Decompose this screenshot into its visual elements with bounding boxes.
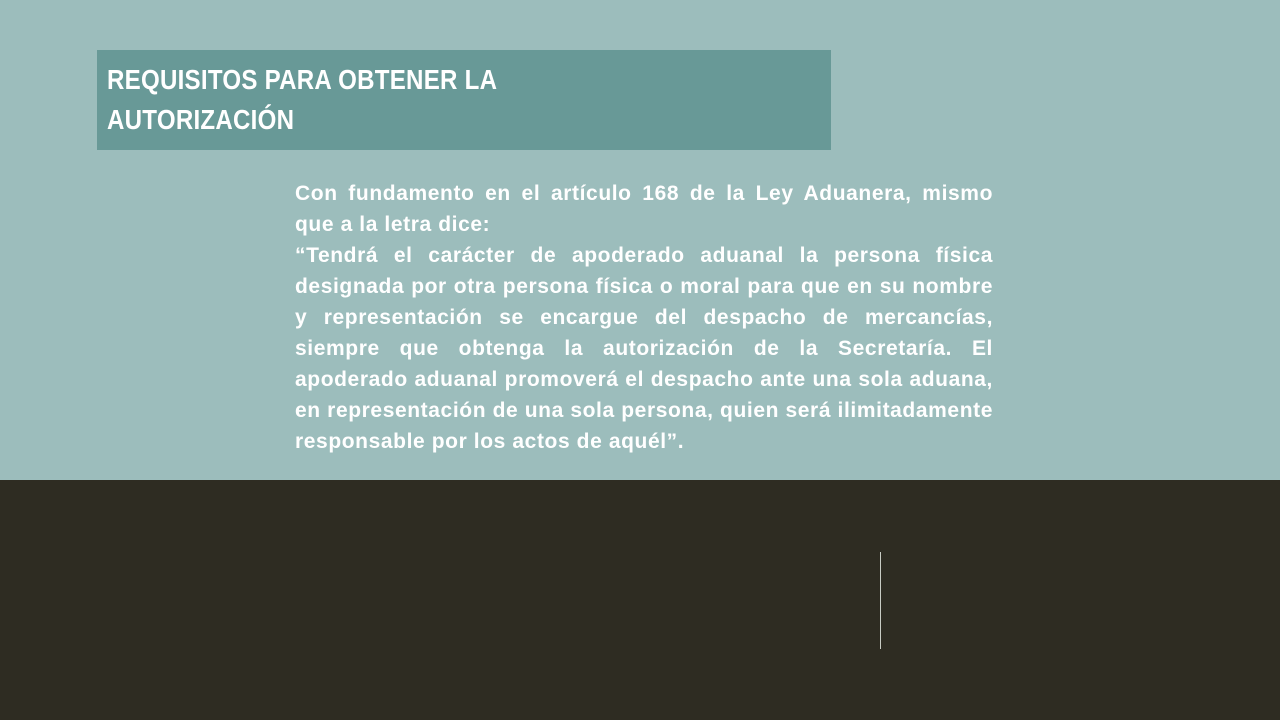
slide-body <box>295 178 993 457</box>
slide-title <box>107 60 730 140</box>
intro-paragraph: Con fundamento en el artículo 168 de la Ley Aduanera, mismo que a la letra dice: <box>295 182 993 236</box>
title-banner <box>97 50 831 150</box>
slide-title-line-2: AUTORIZACIÓN <box>107 104 295 135</box>
vertical-divider <box>880 552 881 649</box>
slide-bottom-background <box>0 480 1280 720</box>
quote-paragraph: “Tendrá el carácter de apoderado aduanal la persona física designada por otra persona física o moral para que en su nombre y representación se encargue del despacho de mercancías, siempre que obtenga la autorización de la Secretaría. El apoderado aduanal promoverá el despacho ante una sola aduana, en representación de una sola persona, quien será ilimitadamente responsable por los actos de aquél”. <box>295 244 993 453</box>
slide-title-line-1: REQUISITOS PARA OBTENER LA <box>107 64 498 95</box>
